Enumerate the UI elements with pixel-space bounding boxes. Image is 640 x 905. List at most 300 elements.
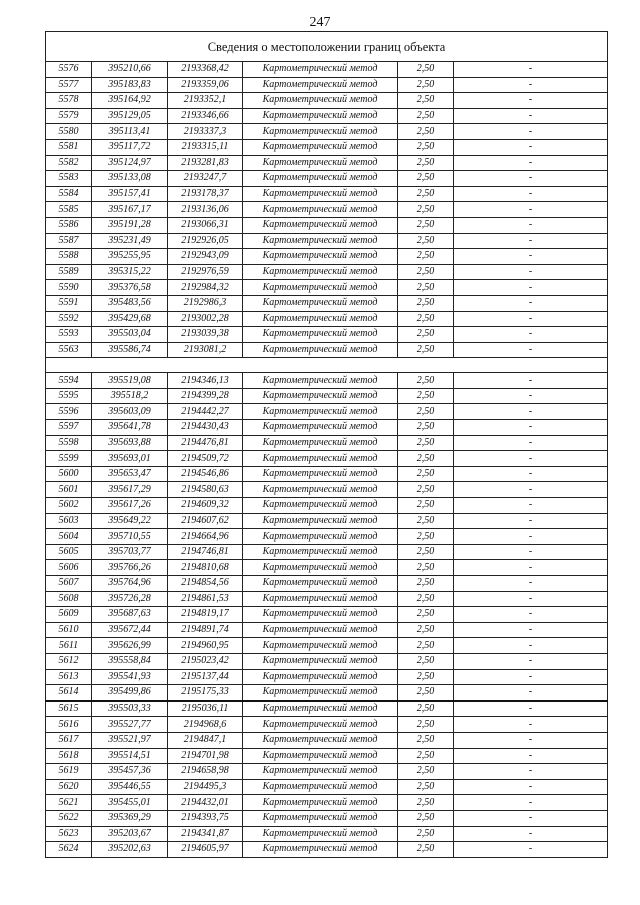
table-row — [46, 591, 608, 607]
method-cell: Картометрический метод — [243, 264, 398, 280]
y-coordinate-cell: 2194399,28 — [168, 388, 243, 404]
description-cell: - — [454, 748, 608, 764]
accuracy-cell: 2,50 — [398, 826, 454, 842]
x-coordinate-cell: 395514,51 — [92, 748, 168, 764]
table-row — [46, 233, 608, 249]
method-cell: Картометрический метод — [243, 498, 398, 514]
table-row — [46, 373, 608, 389]
y-coordinate-cell: 2193247,7 — [168, 171, 243, 187]
table-row — [46, 77, 608, 93]
point-number-cell: 5622 — [46, 810, 92, 826]
x-coordinate-cell: 395617,29 — [92, 482, 168, 498]
description-cell: - — [454, 186, 608, 202]
description-cell: - — [454, 233, 608, 249]
y-coordinate-cell: 2194605,97 — [168, 842, 243, 858]
point-number-cell: 5603 — [46, 513, 92, 529]
y-coordinate-cell: 2195036,11 — [168, 701, 243, 717]
x-coordinate-cell: 395764,96 — [92, 576, 168, 592]
table-row — [46, 498, 608, 514]
description-cell: - — [454, 669, 608, 685]
accuracy-cell: 2,50 — [398, 810, 454, 826]
x-coordinate-cell: 395541,93 — [92, 669, 168, 685]
method-cell: Картометрический метод — [243, 732, 398, 748]
accuracy-cell: 2,50 — [398, 264, 454, 280]
x-coordinate-cell: 395672,44 — [92, 622, 168, 638]
point-number-cell: 5606 — [46, 560, 92, 576]
x-coordinate-cell: 395202,63 — [92, 842, 168, 858]
description-cell: - — [454, 202, 608, 218]
point-number-cell: 5614 — [46, 685, 92, 701]
description-cell: - — [454, 466, 608, 482]
point-number-cell: 5623 — [46, 826, 92, 842]
point-number-cell: 5584 — [46, 186, 92, 202]
accuracy-cell: 2,50 — [398, 311, 454, 327]
x-coordinate-cell: 395603,09 — [92, 404, 168, 420]
table-row — [46, 155, 608, 171]
table-row — [46, 748, 608, 764]
description-cell: - — [454, 622, 608, 638]
y-coordinate-cell: 2192943,09 — [168, 249, 243, 265]
description-cell: - — [454, 795, 608, 811]
description-cell: - — [454, 482, 608, 498]
description-cell: - — [454, 295, 608, 311]
table-title-row — [46, 32, 608, 62]
point-number-cell: 5624 — [46, 842, 92, 858]
accuracy-cell: 2,50 — [398, 249, 454, 265]
point-number-cell: 5613 — [46, 669, 92, 685]
point-number-cell: 5612 — [46, 653, 92, 669]
y-coordinate-cell: 2193002,28 — [168, 311, 243, 327]
table-row — [46, 217, 608, 233]
y-coordinate-cell: 2194810,68 — [168, 560, 243, 576]
point-number-cell: 5583 — [46, 171, 92, 187]
table-row — [46, 311, 608, 327]
table-row — [46, 186, 608, 202]
y-coordinate-cell: 2193337,3 — [168, 124, 243, 140]
y-coordinate-cell: 2193281,83 — [168, 155, 243, 171]
accuracy-cell: 2,50 — [398, 108, 454, 124]
x-coordinate-cell: 395117,72 — [92, 139, 168, 155]
x-coordinate-cell: 395527,77 — [92, 717, 168, 733]
table-row — [46, 638, 608, 654]
table-row — [46, 732, 608, 748]
y-coordinate-cell: 2194819,17 — [168, 607, 243, 623]
x-coordinate-cell: 395183,83 — [92, 77, 168, 93]
table-row — [46, 482, 608, 498]
y-coordinate-cell: 2194658,98 — [168, 764, 243, 780]
y-coordinate-cell: 2194960,95 — [168, 638, 243, 654]
y-coordinate-cell: 2193352,1 — [168, 93, 243, 109]
description-cell: - — [454, 93, 608, 109]
x-coordinate-cell: 395157,41 — [92, 186, 168, 202]
y-coordinate-cell: 2193136,06 — [168, 202, 243, 218]
method-cell: Картометрический метод — [243, 233, 398, 249]
table-row — [46, 327, 608, 343]
point-number-cell: 5620 — [46, 779, 92, 795]
method-cell: Картометрический метод — [243, 482, 398, 498]
group-separator-row — [46, 358, 608, 373]
method-cell: Картометрический метод — [243, 249, 398, 265]
table-row — [46, 280, 608, 296]
method-cell: Картометрический метод — [243, 748, 398, 764]
description-cell: - — [454, 653, 608, 669]
description-cell: - — [454, 435, 608, 451]
y-coordinate-cell: 2193039,38 — [168, 327, 243, 343]
x-coordinate-cell: 395164,92 — [92, 93, 168, 109]
accuracy-cell: 2,50 — [398, 529, 454, 545]
description-cell: - — [454, 779, 608, 795]
accuracy-cell: 2,50 — [398, 171, 454, 187]
description-cell: - — [454, 764, 608, 780]
point-number-cell: 5576 — [46, 62, 92, 78]
y-coordinate-cell: 2194432,01 — [168, 795, 243, 811]
y-coordinate-cell: 2194580,63 — [168, 482, 243, 498]
table-row — [46, 388, 608, 404]
method-cell: Картометрический метод — [243, 404, 398, 420]
description-cell: - — [454, 139, 608, 155]
table-row — [46, 435, 608, 451]
method-cell: Картометрический метод — [243, 576, 398, 592]
method-cell: Картометрический метод — [243, 607, 398, 623]
accuracy-cell: 2,50 — [398, 669, 454, 685]
x-coordinate-cell: 395617,26 — [92, 498, 168, 514]
point-number-cell: 5587 — [46, 233, 92, 249]
accuracy-cell: 2,50 — [398, 388, 454, 404]
point-number-cell: 5607 — [46, 576, 92, 592]
page-number: 247 — [309, 15, 331, 30]
description-cell: - — [454, 77, 608, 93]
accuracy-cell: 2,50 — [398, 373, 454, 389]
method-cell: Картометрический метод — [243, 295, 398, 311]
x-coordinate-cell: 395210,66 — [92, 62, 168, 78]
method-cell: Картометрический метод — [243, 685, 398, 701]
point-number-cell: 5599 — [46, 451, 92, 467]
accuracy-cell: 2,50 — [398, 186, 454, 202]
table-row — [46, 202, 608, 218]
accuracy-cell: 2,50 — [398, 701, 454, 717]
accuracy-cell: 2,50 — [398, 327, 454, 343]
description-cell: - — [454, 327, 608, 343]
description-cell: - — [454, 451, 608, 467]
x-coordinate-cell: 395455,01 — [92, 795, 168, 811]
point-number-cell: 5609 — [46, 607, 92, 623]
y-coordinate-cell: 2192976,59 — [168, 264, 243, 280]
point-number-cell: 5619 — [46, 764, 92, 780]
accuracy-cell: 2,50 — [398, 544, 454, 560]
point-number-cell: 5605 — [46, 544, 92, 560]
table-row — [46, 701, 608, 717]
y-coordinate-cell: 2194861,53 — [168, 591, 243, 607]
x-coordinate-cell: 395129,05 — [92, 108, 168, 124]
description-cell: - — [454, 264, 608, 280]
y-coordinate-cell: 2193066,31 — [168, 217, 243, 233]
table-row — [46, 513, 608, 529]
x-coordinate-cell: 395687,63 — [92, 607, 168, 623]
y-coordinate-cell: 2193081,2 — [168, 342, 243, 358]
method-cell: Картометрический метод — [243, 342, 398, 358]
accuracy-cell: 2,50 — [398, 638, 454, 654]
y-coordinate-cell: 2195137,44 — [168, 669, 243, 685]
table-row — [46, 466, 608, 482]
method-cell: Картометрический метод — [243, 779, 398, 795]
accuracy-cell: 2,50 — [398, 155, 454, 171]
method-cell: Картометрический метод — [243, 139, 398, 155]
accuracy-cell: 2,50 — [398, 280, 454, 296]
table-row — [46, 607, 608, 623]
point-number-cell: 5611 — [46, 638, 92, 654]
accuracy-cell: 2,50 — [398, 513, 454, 529]
table-row — [46, 171, 608, 187]
x-coordinate-cell: 395113,41 — [92, 124, 168, 140]
point-number-cell: 5579 — [46, 108, 92, 124]
y-coordinate-cell: 2194664,96 — [168, 529, 243, 545]
method-cell: Картометрический метод — [243, 842, 398, 858]
table-row — [46, 62, 608, 78]
point-number-cell: 5617 — [46, 732, 92, 748]
method-cell: Картометрический метод — [243, 622, 398, 638]
accuracy-cell: 2,50 — [398, 202, 454, 218]
description-cell: - — [454, 420, 608, 436]
group-separator-cell — [46, 358, 608, 373]
accuracy-cell: 2,50 — [398, 576, 454, 592]
method-cell: Картометрический метод — [243, 155, 398, 171]
point-number-cell: 5588 — [46, 249, 92, 265]
description-cell: - — [454, 108, 608, 124]
description-cell: - — [454, 388, 608, 404]
accuracy-cell: 2,50 — [398, 93, 454, 109]
table-row — [46, 544, 608, 560]
y-coordinate-cell: 2194701,98 — [168, 748, 243, 764]
point-number-cell: 5604 — [46, 529, 92, 545]
accuracy-cell: 2,50 — [398, 62, 454, 78]
table-row — [46, 560, 608, 576]
table-row — [46, 826, 608, 842]
y-coordinate-cell: 2193315,11 — [168, 139, 243, 155]
description-cell: - — [454, 826, 608, 842]
y-coordinate-cell: 2193368,42 — [168, 62, 243, 78]
method-cell: Картометрический метод — [243, 202, 398, 218]
method-cell: Картометрический метод — [243, 701, 398, 717]
accuracy-cell: 2,50 — [398, 342, 454, 358]
y-coordinate-cell: 2194476,81 — [168, 435, 243, 451]
description-cell: - — [454, 513, 608, 529]
description-cell: - — [454, 155, 608, 171]
point-number-cell: 5578 — [46, 93, 92, 109]
accuracy-cell: 2,50 — [398, 77, 454, 93]
point-number-cell: 5594 — [46, 373, 92, 389]
description-cell: - — [454, 638, 608, 654]
method-cell: Картометрический метод — [243, 280, 398, 296]
description-cell: - — [454, 842, 608, 858]
y-coordinate-cell: 2192926,05 — [168, 233, 243, 249]
description-cell: - — [454, 280, 608, 296]
y-coordinate-cell: 2194609,32 — [168, 498, 243, 514]
table-row — [46, 108, 608, 124]
description-cell: - — [454, 311, 608, 327]
method-cell: Картометрический метод — [243, 420, 398, 436]
y-coordinate-cell: 2194495,3 — [168, 779, 243, 795]
description-cell: - — [454, 342, 608, 358]
method-cell: Картометрический метод — [243, 435, 398, 451]
method-cell: Картометрический метод — [243, 93, 398, 109]
point-number-cell: 5586 — [46, 217, 92, 233]
method-cell: Картометрический метод — [243, 388, 398, 404]
point-number-cell: 5589 — [46, 264, 92, 280]
method-cell: Картометрический метод — [243, 217, 398, 233]
description-cell: - — [454, 529, 608, 545]
x-coordinate-cell: 395518,2 — [92, 388, 168, 404]
accuracy-cell: 2,50 — [398, 139, 454, 155]
y-coordinate-cell: 2195175,33 — [168, 685, 243, 701]
y-coordinate-cell: 2192984,32 — [168, 280, 243, 296]
method-cell: Картометрический метод — [243, 513, 398, 529]
table-row — [46, 842, 608, 858]
y-coordinate-cell: 2194746,81 — [168, 544, 243, 560]
x-coordinate-cell: 395133,08 — [92, 171, 168, 187]
accuracy-cell: 2,50 — [398, 685, 454, 701]
y-coordinate-cell: 2194509,72 — [168, 451, 243, 467]
method-cell: Картометрический метод — [243, 108, 398, 124]
accuracy-cell: 2,50 — [398, 764, 454, 780]
y-coordinate-cell: 2194968,6 — [168, 717, 243, 733]
table-row — [46, 576, 608, 592]
method-cell: Картометрический метод — [243, 810, 398, 826]
y-coordinate-cell: 2194607,62 — [168, 513, 243, 529]
description-cell: - — [454, 373, 608, 389]
method-cell: Картометрический метод — [243, 653, 398, 669]
x-coordinate-cell: 395499,86 — [92, 685, 168, 701]
method-cell: Картометрический метод — [243, 373, 398, 389]
x-coordinate-cell: 395626,99 — [92, 638, 168, 654]
x-coordinate-cell: 395503,33 — [92, 701, 168, 717]
y-coordinate-cell: 2193178,37 — [168, 186, 243, 202]
x-coordinate-cell: 395726,28 — [92, 591, 168, 607]
point-number-cell: 5608 — [46, 591, 92, 607]
accuracy-cell: 2,50 — [398, 217, 454, 233]
method-cell: Картометрический метод — [243, 311, 398, 327]
table-row — [46, 653, 608, 669]
x-coordinate-cell: 395521,97 — [92, 732, 168, 748]
description-cell: - — [454, 576, 608, 592]
method-cell: Картометрический метод — [243, 560, 398, 576]
point-number-cell: 5577 — [46, 77, 92, 93]
method-cell: Картометрический метод — [243, 466, 398, 482]
table-row — [46, 93, 608, 109]
x-coordinate-cell: 395703,77 — [92, 544, 168, 560]
x-coordinate-cell: 395483,56 — [92, 295, 168, 311]
table-row — [46, 404, 608, 420]
x-coordinate-cell: 395649,22 — [92, 513, 168, 529]
point-number-cell: 5582 — [46, 155, 92, 171]
x-coordinate-cell: 395315,22 — [92, 264, 168, 280]
y-coordinate-cell: 2194891,74 — [168, 622, 243, 638]
table-row — [46, 685, 608, 701]
y-coordinate-cell: 2193346,66 — [168, 108, 243, 124]
description-cell: - — [454, 404, 608, 420]
accuracy-cell: 2,50 — [398, 795, 454, 811]
method-cell: Картометрический метод — [243, 795, 398, 811]
point-number-cell: 5598 — [46, 435, 92, 451]
x-coordinate-cell: 395446,55 — [92, 779, 168, 795]
y-coordinate-cell: 2194393,75 — [168, 810, 243, 826]
method-cell: Картометрический метод — [243, 327, 398, 343]
method-cell: Картометрический метод — [243, 826, 398, 842]
y-coordinate-cell: 2194847,1 — [168, 732, 243, 748]
accuracy-cell: 2,50 — [398, 466, 454, 482]
point-number-cell: 5602 — [46, 498, 92, 514]
accuracy-cell: 2,50 — [398, 653, 454, 669]
x-coordinate-cell: 395231,49 — [92, 233, 168, 249]
x-coordinate-cell: 395586,74 — [92, 342, 168, 358]
x-coordinate-cell: 395693,88 — [92, 435, 168, 451]
point-number-cell: 5615 — [46, 701, 92, 717]
accuracy-cell: 2,50 — [398, 233, 454, 249]
x-coordinate-cell: 395203,67 — [92, 826, 168, 842]
x-coordinate-cell: 395653,47 — [92, 466, 168, 482]
table-row — [46, 124, 608, 140]
x-coordinate-cell: 395376,58 — [92, 280, 168, 296]
x-coordinate-cell: 395503,04 — [92, 327, 168, 343]
method-cell: Картометрический метод — [243, 62, 398, 78]
table-row — [46, 295, 608, 311]
point-number-cell: 5597 — [46, 420, 92, 436]
method-cell: Картометрический метод — [243, 124, 398, 140]
accuracy-cell: 2,50 — [398, 779, 454, 795]
x-coordinate-cell: 395191,28 — [92, 217, 168, 233]
table-row — [46, 420, 608, 436]
description-cell: - — [454, 62, 608, 78]
table-row — [46, 669, 608, 685]
description-cell: - — [454, 810, 608, 826]
accuracy-cell: 2,50 — [398, 451, 454, 467]
method-cell: Картометрический метод — [243, 529, 398, 545]
accuracy-cell: 2,50 — [398, 748, 454, 764]
x-coordinate-cell: 395167,17 — [92, 202, 168, 218]
accuracy-cell: 2,50 — [398, 435, 454, 451]
method-cell: Картометрический метод — [243, 171, 398, 187]
accuracy-cell: 2,50 — [398, 591, 454, 607]
x-coordinate-cell: 395558,84 — [92, 653, 168, 669]
table-row — [46, 779, 608, 795]
table-row — [46, 249, 608, 265]
point-number-cell: 5590 — [46, 280, 92, 296]
table-row — [46, 342, 608, 358]
description-cell: - — [454, 685, 608, 701]
table-body — [46, 32, 608, 858]
accuracy-cell: 2,50 — [398, 482, 454, 498]
y-coordinate-cell: 2195023,42 — [168, 653, 243, 669]
x-coordinate-cell: 395710,55 — [92, 529, 168, 545]
accuracy-cell: 2,50 — [398, 560, 454, 576]
table-row — [46, 810, 608, 826]
point-number-cell: 5580 — [46, 124, 92, 140]
table-row — [46, 264, 608, 280]
method-cell: Картометрический метод — [243, 717, 398, 733]
y-coordinate-cell: 2192986,3 — [168, 295, 243, 311]
accuracy-cell: 2,50 — [398, 732, 454, 748]
description-cell: - — [454, 249, 608, 265]
accuracy-cell: 2,50 — [398, 404, 454, 420]
method-cell: Картометрический метод — [243, 764, 398, 780]
x-coordinate-cell: 395457,36 — [92, 764, 168, 780]
accuracy-cell: 2,50 — [398, 420, 454, 436]
x-coordinate-cell: 395641,78 — [92, 420, 168, 436]
y-coordinate-cell: 2194346,13 — [168, 373, 243, 389]
table-row — [46, 622, 608, 638]
accuracy-cell: 2,50 — [398, 124, 454, 140]
description-cell: - — [454, 717, 608, 733]
y-coordinate-cell: 2194854,56 — [168, 576, 243, 592]
